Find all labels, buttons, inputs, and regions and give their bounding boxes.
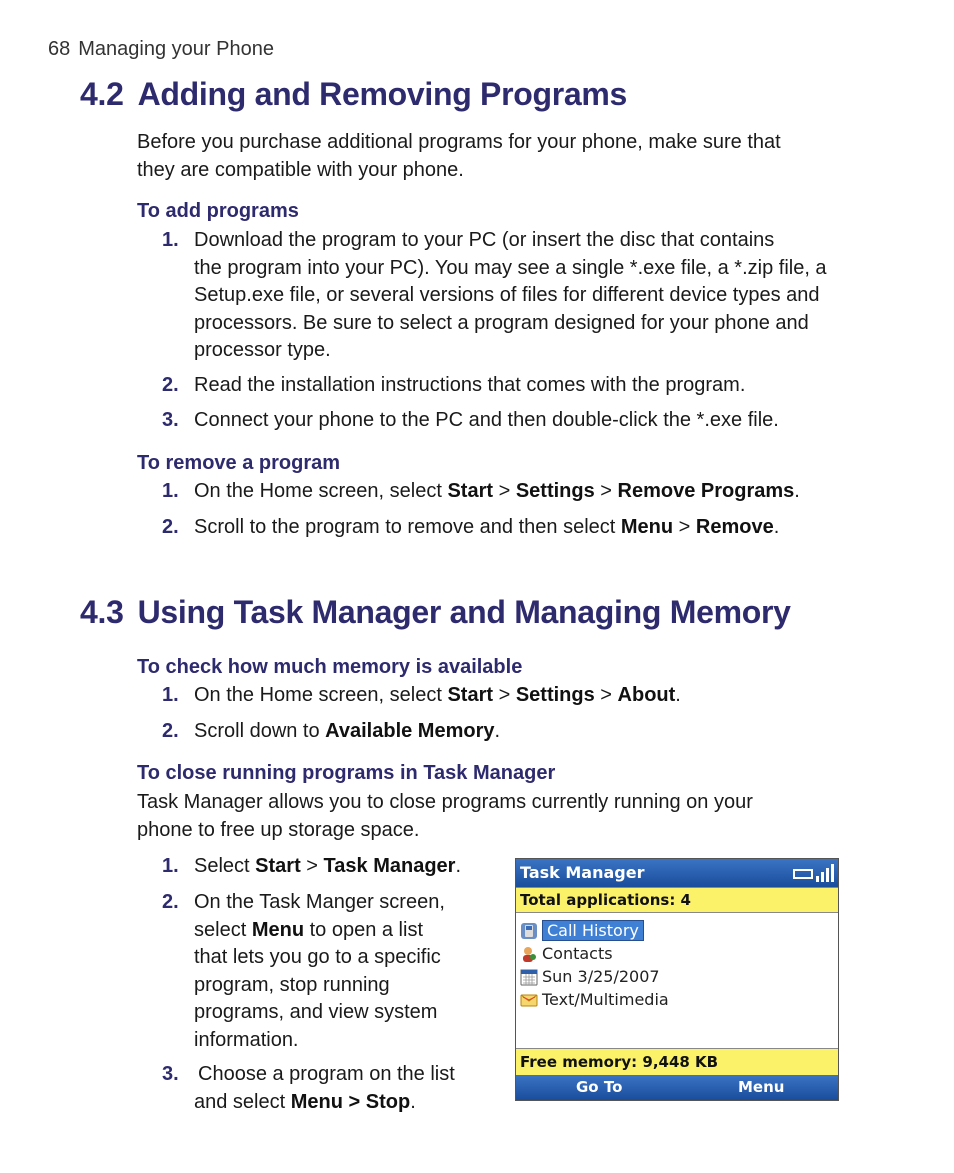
step-text: Connect your phone to the PC and then double-click the *.exe file. <box>194 409 779 431</box>
step-number: 1. <box>162 229 179 251</box>
intro-line: they are compatible with your phone. <box>137 158 464 181</box>
subheading-add-programs: To add programs <box>137 200 299 222</box>
step-line: select Menu to open a list <box>194 918 423 941</box>
list-item-calendar[interactable] <box>516 965 838 988</box>
step-text: Scroll to the program to remove and then select Menu > Remove. <box>194 516 780 538</box>
task-manager-intro <box>137 789 753 844</box>
ui-term: About <box>617 684 676 706</box>
list-item-label: Contacts <box>542 944 613 963</box>
page-number: 68 <box>48 38 71 60</box>
step-number: 1. <box>162 480 179 502</box>
ui-term: Start <box>447 684 494 706</box>
section-heading-4-3 <box>80 594 791 631</box>
step-line: On the Task Manger screen, <box>194 891 445 913</box>
step-line: Choose a program on the list <box>198 1063 455 1085</box>
step-number: 3. <box>162 1063 179 1085</box>
intro-line: Before you purchase additional programs for your phone, make sure that <box>137 131 781 153</box>
step-line: processors. Be sure to select a program designed for your phone and <box>194 311 809 334</box>
ui-term: Settings <box>515 480 595 502</box>
step-number: 2. <box>162 516 179 538</box>
list-item-call-history[interactable] <box>516 919 838 942</box>
contacts-icon <box>520 945 538 963</box>
page-header <box>48 38 274 61</box>
step-number: 2. <box>162 374 179 396</box>
step-text: Select Start > Task Manager. <box>194 855 461 877</box>
section-number: 4.3 <box>80 594 124 630</box>
section-title: Adding and Removing Programs <box>137 76 628 112</box>
list-item-label: Sun 3/25/2007 <box>542 967 660 986</box>
step-line: the program into your PC). You may see a single *.exe file, a *.zip file, a <box>194 256 827 279</box>
signal-icon <box>816 862 834 882</box>
step-text: Scroll down to Available Memory. <box>194 720 501 742</box>
intro-line: phone to free up storage space. <box>137 818 420 841</box>
step-line: program, stop running <box>194 973 390 996</box>
softkey-go-to[interactable]: Go To <box>576 1078 623 1096</box>
calendar-icon <box>520 968 538 986</box>
step-line: Download the program to your PC (or insert the disc that contains <box>194 229 775 251</box>
section-heading-4-2 <box>80 76 627 113</box>
screen-title: Task Manager <box>520 863 645 882</box>
step-number: 1. <box>162 684 179 706</box>
ui-term: Remove Programs <box>617 480 795 502</box>
softkey-menu[interactable]: Menu <box>738 1078 785 1096</box>
step-number: 1. <box>162 855 179 877</box>
step-text: On the Home screen, select Start > Settings > About. <box>194 684 681 706</box>
free-memory: Free memory: 9,448 KB <box>516 1048 838 1076</box>
ui-term: Task Manager <box>323 855 456 877</box>
total-applications: Total applications: 4 <box>516 887 838 913</box>
ui-term: Start <box>255 855 301 877</box>
section-title: Using Task Manager and Managing Memory <box>137 594 791 630</box>
step-line: Setup.exe file, or several versions of files for different device types and <box>194 284 820 306</box>
battery-icon <box>793 869 813 879</box>
intro-paragraph <box>137 129 781 184</box>
intro-line: Task Manager allows you to close programs currently running on your <box>137 791 753 813</box>
step-text: On the Home screen, select Start > Settings > Remove Programs. <box>194 480 800 502</box>
ui-term: Menu <box>620 516 674 538</box>
ui-term: Settings <box>515 684 595 706</box>
ui-term: Menu > Stop <box>290 1090 411 1113</box>
application-list <box>516 913 838 1059</box>
list-item-contacts[interactable] <box>516 942 838 965</box>
step-line: and select Menu > Stop. <box>194 1090 416 1113</box>
step-line: processor type. <box>194 339 331 361</box>
running-title: Managing your Phone <box>78 38 274 60</box>
step-number: 2. <box>162 720 179 742</box>
subheading-close-programs: To close running programs in Task Manager <box>137 762 556 784</box>
step-line: programs, and view system <box>194 1001 438 1023</box>
step-line: information. <box>194 1028 299 1051</box>
section-number: 4.2 <box>80 76 124 112</box>
ui-term: Start <box>447 480 494 502</box>
step-text: Read the installation instructions that comes with the program. <box>194 374 746 396</box>
call-history-icon <box>520 922 538 940</box>
step-line: that lets you go to a specific <box>194 946 441 968</box>
ui-term: Available Memory <box>325 720 495 742</box>
message-icon <box>520 991 538 1009</box>
step-number: 2. <box>162 891 179 913</box>
softkey-bar <box>516 1075 838 1100</box>
subheading-check-memory: To check how much memory is available <box>137 656 523 678</box>
step-number: 3. <box>162 409 179 431</box>
ui-term: Menu <box>251 918 305 941</box>
list-item-messaging[interactable] <box>516 988 838 1011</box>
list-item-label: Text/Multimedia <box>542 990 669 1009</box>
ui-term: Remove <box>695 516 774 538</box>
status-icons <box>793 862 834 882</box>
subheading-remove-program: To remove a program <box>137 452 341 474</box>
list-item-label: Call History <box>542 920 644 941</box>
title-bar <box>516 859 838 887</box>
task-manager-screenshot <box>515 858 839 1101</box>
